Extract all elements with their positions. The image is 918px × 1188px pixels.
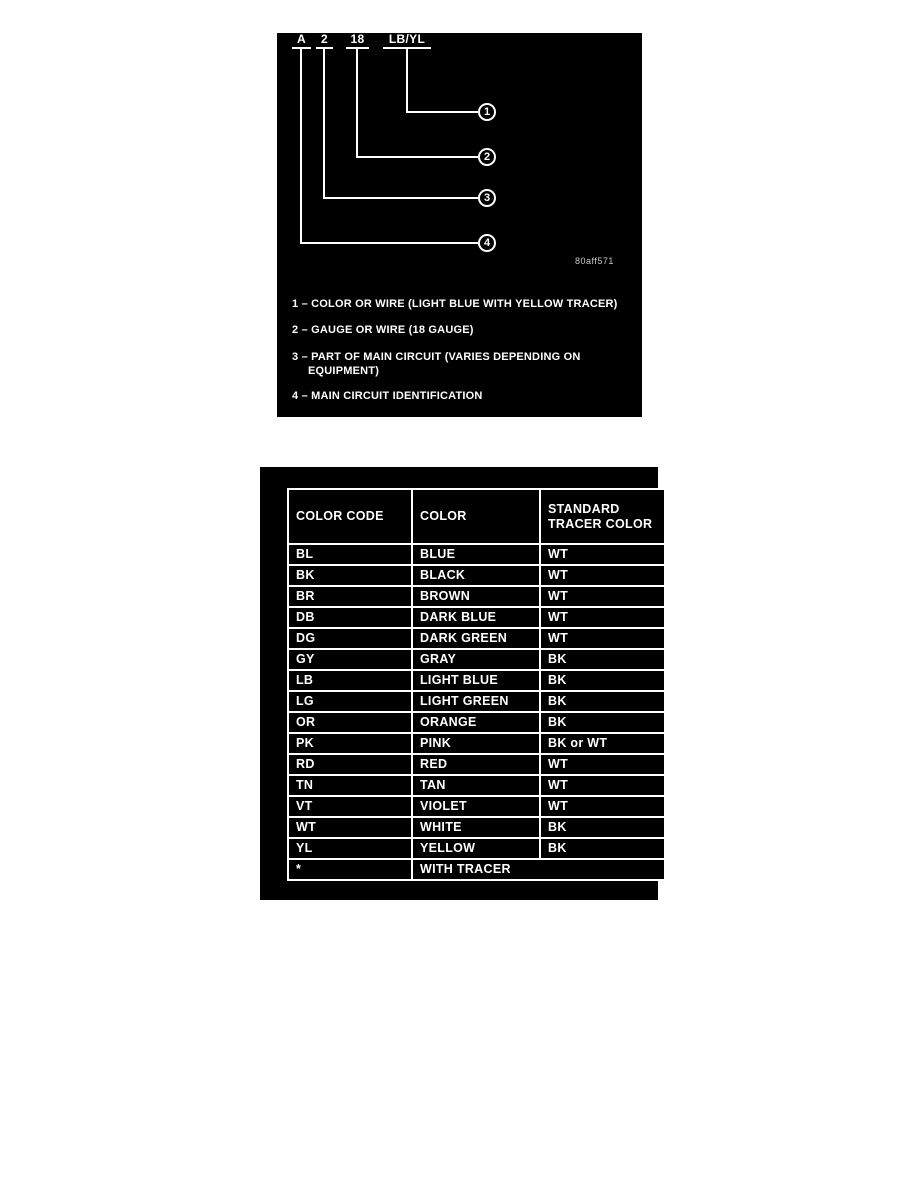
- tracer-cell: BK or WT: [540, 733, 665, 754]
- tracer-cell: BK: [540, 670, 665, 691]
- tracer-cell: WT: [540, 607, 665, 628]
- table-row: [288, 691, 665, 712]
- color-cell: RED: [412, 754, 540, 775]
- color-cell: WHITE: [412, 817, 540, 838]
- header-standard-tracer: STANDARD TRACER COLOR: [540, 489, 665, 544]
- legend-item-3: 3 – PART OF MAIN CIRCUIT (VARIES DEPENDING ON EQUIPMENT): [292, 351, 581, 377]
- legend-item-1: 1 – COLOR OR WIRE (LIGHT BLUE WITH YELLOW TRACER): [292, 298, 618, 310]
- color-cell: BROWN: [412, 586, 540, 607]
- table-row: [288, 628, 665, 649]
- color-code-cell: DG: [288, 628, 412, 649]
- header-color: COLOR: [412, 489, 540, 544]
- color-code-cell: WT: [288, 817, 412, 838]
- table-row: [288, 838, 665, 859]
- color-cell: BLUE: [412, 544, 540, 565]
- color-code-cell: PK: [288, 733, 412, 754]
- table-row: [288, 607, 665, 628]
- color-code-cell: RD: [288, 754, 412, 775]
- color-cell: LIGHT GREEN: [412, 691, 540, 712]
- color-cell: GRAY: [412, 649, 540, 670]
- tracer-cell: WT: [540, 628, 665, 649]
- color-code-cell: LB: [288, 670, 412, 691]
- wire-code-label-main-circuit: A: [292, 34, 311, 49]
- header-color-code: COLOR CODE: [288, 489, 412, 544]
- tracer-cell: BK: [540, 649, 665, 670]
- table-row: [288, 712, 665, 733]
- tracer-cell: WT: [540, 586, 665, 607]
- wire-code-label-circuit-part: 2: [316, 34, 333, 49]
- color-code-cell: BL: [288, 544, 412, 565]
- color-cell: BLACK: [412, 565, 540, 586]
- tracer-cell: BK: [540, 691, 665, 712]
- color-code-cell: DB: [288, 607, 412, 628]
- footer-label-cell: WITH TRACER: [412, 859, 665, 880]
- wire-code-diagram-panel: [277, 33, 642, 417]
- wire-code-label-color: LB/YL: [383, 34, 431, 49]
- color-cell: DARK GREEN: [412, 628, 540, 649]
- table-row: [288, 817, 665, 838]
- footer-row: [288, 859, 665, 880]
- figure-code: 80aff571: [575, 256, 614, 266]
- table-row: [288, 565, 665, 586]
- color-code-cell: VT: [288, 796, 412, 817]
- tracer-cell: WT: [540, 565, 665, 586]
- color-code-cell: OR: [288, 712, 412, 733]
- color-cell: TAN: [412, 775, 540, 796]
- header-row: [288, 489, 665, 544]
- callout-circle-2: 2: [478, 148, 496, 166]
- tracer-cell: WT: [540, 775, 665, 796]
- tracer-cell: WT: [540, 754, 665, 775]
- color-code-cell: YL: [288, 838, 412, 859]
- table-row: [288, 670, 665, 691]
- color-code-cell: LG: [288, 691, 412, 712]
- color-code-cell: GY: [288, 649, 412, 670]
- color-cell: YELLOW: [412, 838, 540, 859]
- table-row: [288, 586, 665, 607]
- footer-code-cell: *: [288, 859, 412, 880]
- legend-item-4: 4 – MAIN CIRCUIT IDENTIFICATION: [292, 390, 483, 402]
- color-table-body: [288, 544, 665, 880]
- tracer-cell: WT: [540, 544, 665, 565]
- color-cell: LIGHT BLUE: [412, 670, 540, 691]
- color-code-cell: TN: [288, 775, 412, 796]
- table-row: [288, 796, 665, 817]
- tracer-cell: BK: [540, 712, 665, 733]
- table-row: [288, 544, 665, 565]
- color-code-cell: BR: [288, 586, 412, 607]
- wire-code-label-gauge: 18: [346, 34, 369, 49]
- color-cell: VIOLET: [412, 796, 540, 817]
- table-row: [288, 733, 665, 754]
- table-row: [288, 649, 665, 670]
- diagram-legend: [292, 297, 624, 403]
- color-code-cell: BK: [288, 565, 412, 586]
- callout-circle-3: 3: [478, 189, 496, 207]
- color-cell: ORANGE: [412, 712, 540, 733]
- color-cell: PINK: [412, 733, 540, 754]
- color-cell: DARK BLUE: [412, 607, 540, 628]
- legend-item-2: 2 – GAUGE OR WIRE (18 GAUGE): [292, 324, 474, 336]
- callout-circle-1: 1: [478, 103, 496, 121]
- color-table-head: [288, 489, 665, 544]
- color-code-table: [287, 488, 666, 881]
- tracer-cell: WT: [540, 796, 665, 817]
- connector-lines: [277, 33, 642, 283]
- tracer-cell: BK: [540, 817, 665, 838]
- table-row: [288, 754, 665, 775]
- color-code-table-panel: [260, 467, 658, 900]
- table-row: [288, 775, 665, 796]
- callout-circle-4: 4: [478, 234, 496, 252]
- tracer-cell: BK: [540, 838, 665, 859]
